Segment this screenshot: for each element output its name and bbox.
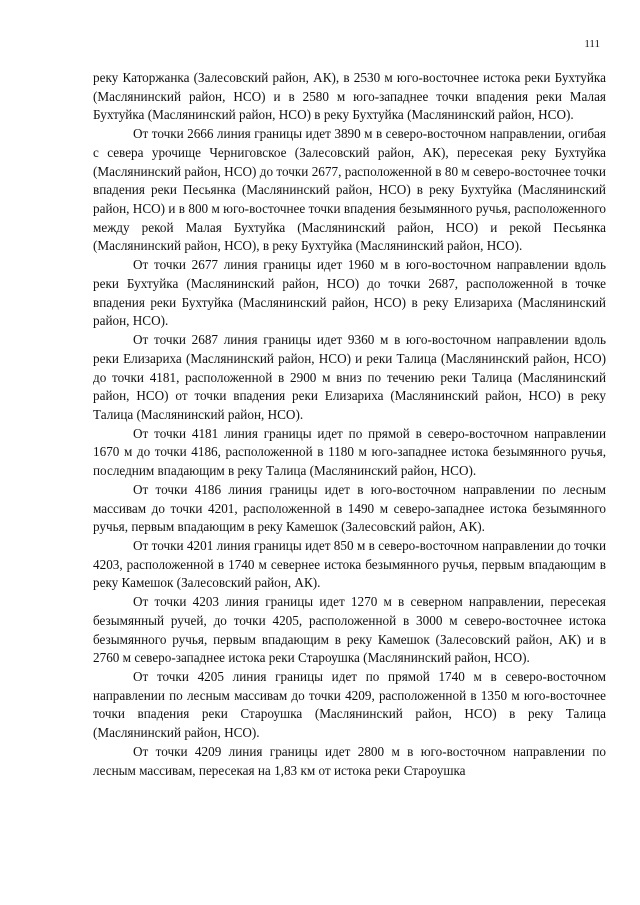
document-body [93,69,606,780]
paragraph: От точки 4181 линия границы идет по прямой в северо-восточном направлении 1670 м до точки 4186, расположенной в 1180 м юго-западнее истока безымянного ручья, последним впадающим в реку Талица (Маслянинский район, НСО). [93,425,606,479]
paragraph: От точки 2687 линия границы идет 9360 м в юго-восточном направлении вдоль реки Елизариха (Маслянинский район, НСО) и реки Талица (Маслянинский район, НСО) до точки 4181, расположенной в 2900 м вниз по течению реки Талица (Маслянинский район, НСО) от точки впадения реки Елизариха (Маслянинский район, НСО) в реку Талица (Маслянинский район, НСО). [93,332,606,422]
paragraph: От точки 4186 линия границы идет в юго-восточном направлении по лесным массивам до точки 4201, расположенной в 1490 м северо-западнее истока безымянного ручья, первым впадающим в реку Камешок (Залесовский район, АК). [93,481,606,535]
paragraph: От точки 2677 линия границы идет 1960 м в юго-восточном направлении вдоль реки Бухтуйка (Маслянинский район, НСО) до точки 2687, расположенной в точке впадения реки Бухтуйка (Маслянинский район, НСО) в реку Елизариха (Маслянинский район, НСО). [93,257,606,329]
paragraph: От точки 4203 линия границы идет 1270 м в северном направлении, пересекая безымянный ручей, до точки 4205, расположенной в 3000 м северо-восточнее истока безымянного ручья, первым впадающим в реку Камешок (Залесовский район, АК) и в 2760 м северо-западнее истока реки Староушка (Маслянинский район, НСО). [93,594,606,666]
paragraph: От точки 4201 линия границы идет 850 м в северо-восточном направлении до точки 4203, расположенной в 1740 м севернее истока безымянного ручья, первым впадающим в реку Камешок (Залесовский район, АК). [93,537,606,591]
paragraph: От точки 4205 линия границы идет по прямой 1740 м в северо-восточном направлении по лесным массивам до точки 4209, расположенной в 1350 м юго-восточнее точки впадения реки Староушка (Маслянинский район, НСО) в реку Талица (Маслянинский район, НСО). [93,669,606,741]
paragraph: реку Каторжанка (Залесовский район, АК), в 2530 м юго-восточнее истока реки Бухтуйка (Маслянинский район, НСО) и в 2580 м юго-западнее точки впадения реки Малая Бухтуйка (Маслянинский район, НСО) в реку Бухтуйка (Маслянинский район, НСО). [93,70,606,123]
page-number: 111 [584,38,600,50]
paragraph: От точки 4209 линия границы идет 2800 м в юго-восточном направлении по лесным массивам, пересекая на 1,83 км от истока реки Староушка [93,743,606,778]
paragraph: От точки 2666 линия границы идет 3890 м в северо-восточном направлении, огибая с севера урочище Черниговское (Залесовский район, АК), пересекая реку Бухтуйка (Маслянинский район, НСО) до точки 2677, расположенной в 80 м северо-восточнее точки впадения реки Песьянка (Маслянинский район, НСО) в реку Бухтуйка (Маслянинский район, НСО) и в 800 м юго-восточнее точки впадения безымянного ручья, расположенного между рекой Малая Бухтуйка (Маслянинский район, НСО) и рекой Песьянка (Маслянинский район, НСО), в реку Бухтуйка (Маслянинский район, НСО). [93,126,606,254]
